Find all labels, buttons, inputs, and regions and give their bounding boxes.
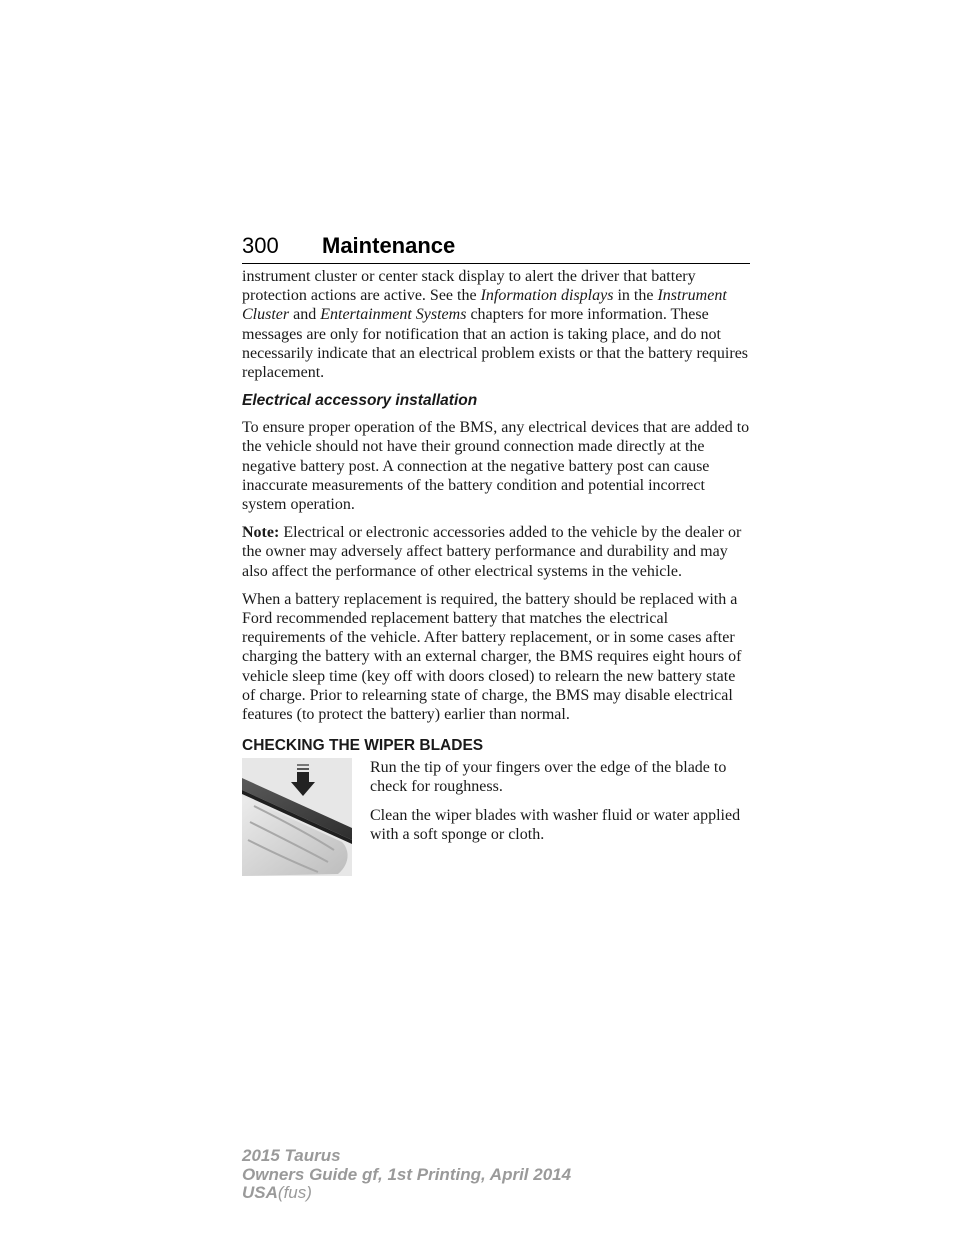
wiper-section xyxy=(242,758,752,876)
battery-protection-paragraph: instrument cluster or center stack display to alert the driver that battery protection actions are active. See the Information displays in the Instrument Cluster and Entertainment Systems chapters for more information. These messages are only for notification that an action is taking place, and do not necessarily indicate that an electrical problem exists or that the battery requires replacement. xyxy=(242,268,749,382)
section-title: Maintenance xyxy=(322,233,456,258)
wiper-clean-paragraph: Clean the wiper blades with washer fluid or water applied with a soft sponge or cloth. xyxy=(370,806,741,843)
footer-printing: Owners Guide gf, 1st Printing, April 2014 xyxy=(242,1164,572,1184)
footer-model: 2015 Taurus xyxy=(242,1146,341,1165)
battery-replacement-paragraph: When a battery replacement is required, the battery should be replaced with a Ford recommended replacement battery that matches the electrical requirements of the vehicle. After battery replacement, or in some cases after charging the battery with an external charger, the BMS requires eight hours of vehicle sleep time (key off with doors closed) to relearn the new battery state of charge. Prior to relearning state of charge, the BMS may disable electrical features (to protect the battery) earlier than normal. xyxy=(242,590,742,724)
link-instrument-cluster: Instrument Cluster xyxy=(242,287,727,324)
wiper-instructions xyxy=(370,758,752,876)
link-information-displays: Information displays xyxy=(480,287,614,305)
footer-region: USA(fus) xyxy=(242,1183,312,1202)
page-number: 300 xyxy=(242,233,279,258)
bms-ground-paragraph: To ensure proper operation of the BMS, any electrical devices that are added to the vehicle should not have their ground connection made directly at the negative battery post. A connection at the negative battery post can cause inaccurate measurements of the battery condition and potential incorrect system operation. xyxy=(242,419,750,514)
wiper-blade-check-illustration xyxy=(242,758,352,876)
note-paragraph xyxy=(242,523,752,581)
wiper-check-paragraph: Run the tip of your fingers over the edge of the blade to check for roughness. xyxy=(370,759,727,796)
electrical-accessory-subhead: Electrical accessory installation xyxy=(242,392,478,410)
note-label: Note: xyxy=(242,524,280,542)
page-header xyxy=(242,229,750,264)
page-footer xyxy=(242,1147,571,1203)
wiper-blades-heading: CHECKING THE WIPER BLADES xyxy=(242,737,484,755)
note-text: Electrical or electronic accessories added to the vehicle by the dealer or the owner may adversely affect battery performance and durability and may also affect the performance of other electrical systems in the vehicle. xyxy=(242,524,742,580)
link-entertainment-systems: Entertainment Systems xyxy=(320,306,467,324)
main-content xyxy=(242,267,752,876)
